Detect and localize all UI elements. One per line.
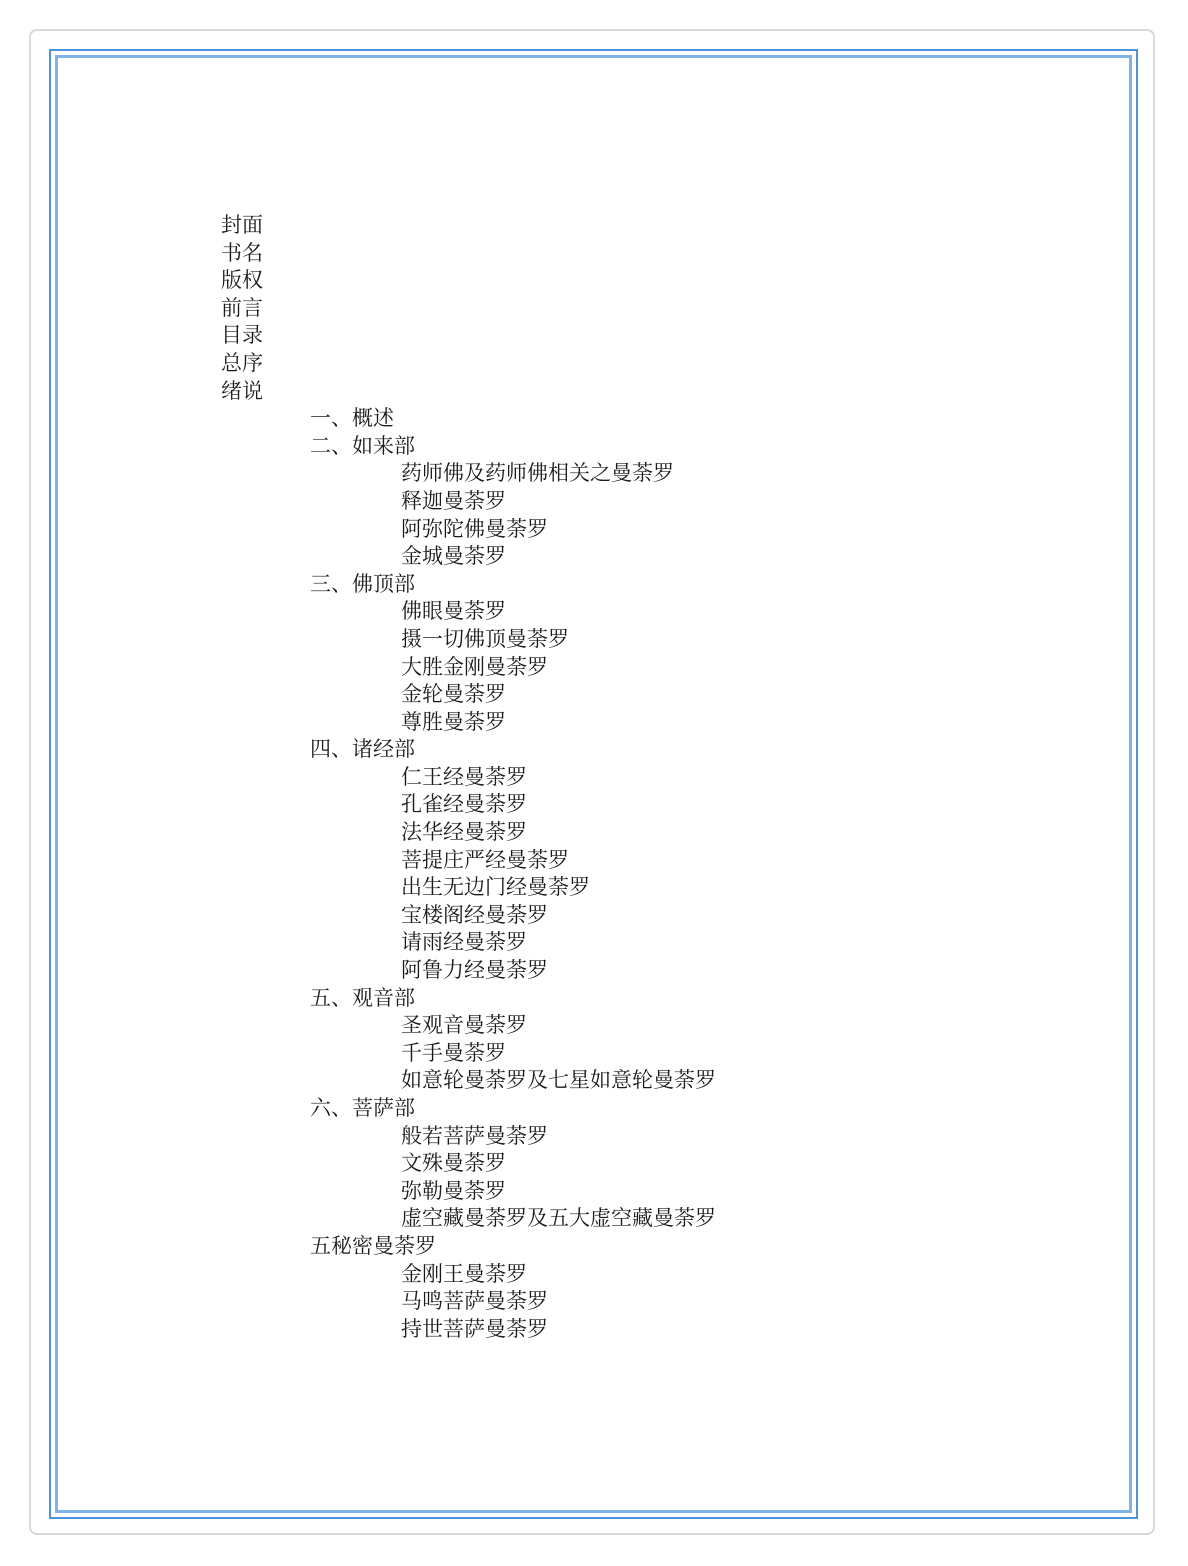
toc-item[interactable]: 大胜金刚曼荼罗: [401, 654, 548, 679]
toc-entry-introduction[interactable]: 绪说: [221, 378, 263, 403]
toc-item[interactable]: 金轮曼荼罗: [401, 682, 506, 707]
toc-entry-general-preface[interactable]: 总序: [221, 350, 263, 375]
toc-entry-cover[interactable]: 封面: [221, 213, 263, 237]
toc-section-heading[interactable]: 二、如来部: [310, 433, 415, 458]
toc-item[interactable]: 仁王经曼荼罗: [401, 764, 527, 789]
toc-item[interactable]: 金刚王曼荼罗: [401, 1261, 527, 1286]
toc-item[interactable]: 圣观音曼荼罗: [401, 1013, 527, 1038]
toc-item[interactable]: 菩提庄严经曼荼罗: [401, 847, 569, 872]
toc-item[interactable]: 马鸣菩萨曼荼罗: [401, 1289, 548, 1314]
toc-item[interactable]: 千手曼荼罗: [401, 1040, 506, 1065]
toc-item[interactable]: 宝楼阁经曼荼罗: [401, 902, 548, 927]
toc-item[interactable]: 金城曼荼罗: [401, 544, 506, 569]
toc-item[interactable]: 般若菩萨曼荼罗: [401, 1123, 548, 1148]
toc-item[interactable]: 持世菩萨曼荼罗: [401, 1316, 548, 1341]
toc-section-heading[interactable]: 四、诸经部: [310, 737, 415, 762]
toc-item[interactable]: 虚空藏曼荼罗及五大虚空藏曼荼罗: [401, 1206, 716, 1231]
toc-section-heading[interactable]: 三、佛顶部: [310, 571, 415, 596]
toc-item[interactable]: 法华经曼荼罗: [401, 820, 527, 845]
toc-section-heading[interactable]: 六、菩萨部: [310, 1096, 415, 1120]
toc-item[interactable]: 阿鲁力经曼荼罗: [401, 958, 548, 983]
toc-item[interactable]: 请雨经曼荼罗: [401, 930, 527, 955]
toc-item[interactable]: 如意轮曼荼罗及七星如意轮曼荼罗: [401, 1068, 716, 1093]
toc-item[interactable]: 孔雀经曼荼罗: [401, 792, 527, 817]
toc-item[interactable]: 尊胜曼荼罗: [401, 709, 506, 734]
toc-section-heading[interactable]: 五、观音部: [310, 985, 415, 1010]
toc-entry-contents[interactable]: 目录: [221, 323, 263, 348]
toc-entry-preface[interactable]: 前言: [221, 295, 263, 320]
toc-item[interactable]: 摄一切佛顶曼荼罗: [401, 626, 569, 651]
toc-section-heading[interactable]: 五秘密曼荼罗: [310, 1233, 436, 1258]
toc-section-heading[interactable]: 一、概述: [310, 406, 394, 431]
toc-item[interactable]: 药师佛及药师佛相关之曼荼罗: [401, 461, 674, 486]
toc-item[interactable]: 释迦曼荼罗: [401, 488, 506, 513]
toc-item[interactable]: 弥勒曼荼罗: [401, 1178, 506, 1203]
toc-item[interactable]: 出生无边门经曼荼罗: [401, 875, 590, 900]
toc-entry-book-title[interactable]: 书名: [221, 240, 263, 265]
table-of-contents: [0, 212, 1188, 1343]
toc-item[interactable]: 佛眼曼荼罗: [401, 599, 506, 624]
toc-item[interactable]: 文殊曼荼罗: [401, 1151, 506, 1176]
toc-item[interactable]: 阿弥陀佛曼荼罗: [401, 516, 548, 541]
toc-entry-copyright[interactable]: 版权: [221, 268, 263, 293]
